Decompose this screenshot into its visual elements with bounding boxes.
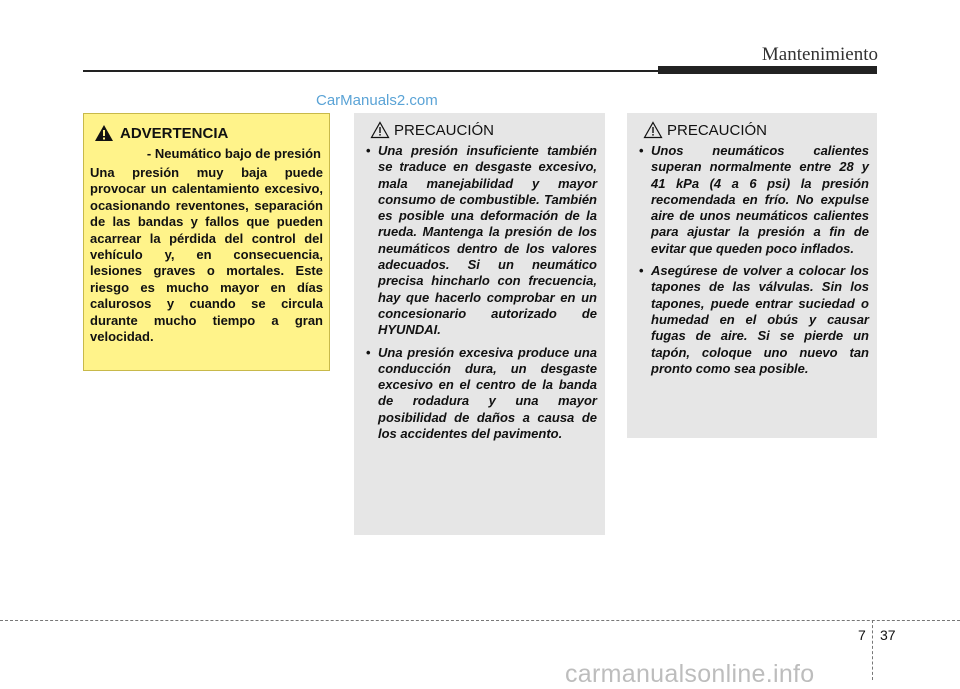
list-item-text: Asegúrese de volver a colocar los tapones de las válvulas. Sin los tapones, puede entrar suciedad o humedad en el obús y causar fugas de aire. Si se pierde un tapón, coloque uno nuevo tan pronto como sea posible. — [651, 263, 869, 376]
list-item-text: Una presión insuficiente también se traduce en desgaste excesivo, mala manejabilidad y mayor consumo de combustible. También es posible una deformación de la rueda. Mantenga la presión de los neumáticos dentro de los valores adecuados. Si un neumático precisa hincharlo con frecuencia, hay que hacerlo comprobar en un concesionario autorizado de HYUNDAI. — [378, 143, 597, 338]
page-number: 37 — [880, 627, 896, 643]
header-rule — [83, 70, 658, 72]
caution-header — [643, 121, 869, 139]
site-watermark: carmanualsonline.info — [565, 660, 815, 688]
list-item — [637, 263, 869, 377]
warning-box — [83, 113, 330, 371]
caution-list — [364, 143, 597, 442]
list-item-text: Unos neumáticos calientes superan normalmente entre 28 y 41 kPa (4 a 6 psi) la presión recomendada en frío. No expulse aire de unos neumáticos calientes para ajustar la presión a fin de evitar que queden poco inflados. — [651, 143, 869, 256]
caution-title: PRECAUCIÓN — [394, 121, 495, 139]
bullet-icon: • — [366, 344, 371, 360]
caution-triangle-icon — [370, 121, 390, 139]
list-item — [637, 143, 869, 257]
caution-box-2 — [627, 113, 877, 438]
list-item — [364, 143, 597, 339]
footer-divider — [872, 620, 873, 680]
caution-box-1 — [354, 113, 605, 535]
header-rule-thick — [658, 66, 877, 74]
warning-triangle-icon — [94, 124, 114, 142]
warning-title: ADVERTENCIA — [120, 124, 229, 142]
section-title: Mantenimiento — [761, 44, 878, 65]
bullet-icon: • — [639, 143, 644, 158]
warning-header — [90, 124, 323, 142]
list-item — [364, 345, 597, 443]
list-item-text: Una presión excesiva produce una conducción dura, un desgaste excesivo en el centro de la banda de rodadura y una mayor posibilidad de daños a causa de los accidentes del pavimento. — [378, 344, 597, 442]
caution-header — [370, 121, 597, 139]
caution-triangle-icon — [643, 121, 663, 139]
warning-body: Una presión muy baja puede provocar un calentamiento excesivo, ocasionando reventones, separación de las bandas y fallos que pueden acarrear la pérdida del control del vehículo y, en consecuencia, lesiones graves o mortales. Este riesgo es mucho mayor en días calurosos y cuando se circula durante mucho tiempo a gran velocidad. — [90, 165, 323, 345]
bullet-icon: • — [366, 143, 371, 158]
warning-subtitle: - Neumático bajo de presión — [146, 146, 321, 161]
chapter-number: 7 — [858, 627, 866, 643]
watermark-top: CarManuals2.com — [316, 92, 438, 109]
caution-title: PRECAUCIÓN — [667, 121, 768, 139]
caution-list — [637, 143, 869, 377]
footer-rule — [0, 620, 960, 621]
bullet-icon: • — [639, 263, 644, 279]
